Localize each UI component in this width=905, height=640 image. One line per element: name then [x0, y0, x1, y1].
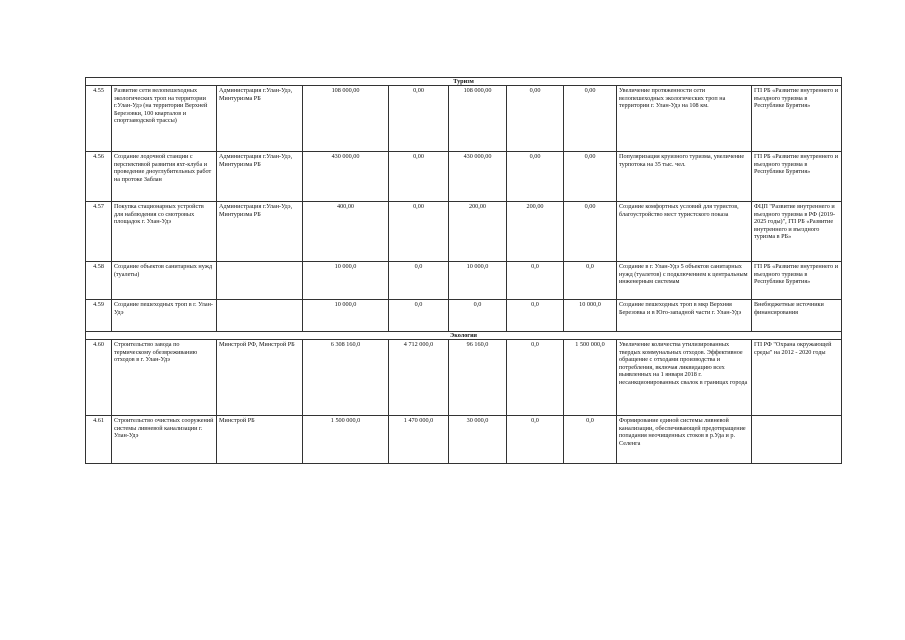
program: [752, 416, 842, 464]
event-name: Создание лодочной станции с перспективой развития яхт-клуба и проведение дноуглубительных работ на протоке Заблан: [112, 152, 217, 202]
total-amount: 108 000,00: [303, 86, 389, 152]
total-amount: 1 500 000,0: [303, 416, 389, 464]
amount-4: 0,00: [564, 152, 617, 202]
total-amount: 400,00: [303, 202, 389, 262]
section-header-tourism: [86, 78, 842, 86]
amount-3: 0,0: [507, 416, 564, 464]
amount-3: 0,0: [507, 340, 564, 416]
amount-3: 0,0: [507, 262, 564, 300]
executor: Администрация г.Улан-Удэ, Минтуризма РБ: [217, 202, 303, 262]
program: ГП РБ «Развитие внутреннего и въездного туризма в Республике Бурятия»: [752, 152, 842, 202]
amount-1: 0,00: [389, 202, 449, 262]
amount-1: 0,0: [389, 300, 449, 332]
total-amount: 10 000,0: [303, 262, 389, 300]
amount-2: 108 000,00: [449, 86, 507, 152]
program: ФЦП "Развитие внутреннего и въездного туризма в РФ (2019-2025 годы)", ГП РБ «Развитие внутреннего и въездного туризма в РБ»: [752, 202, 842, 262]
amount-3: 200,00: [507, 202, 564, 262]
table-row: [86, 86, 842, 152]
amount-4: 0,00: [564, 202, 617, 262]
amount-3: 0,00: [507, 86, 564, 152]
expected-result: Увеличение протяженности сети велопешеходных экологических троп на территории г. Улан-Удэ на 108 км.: [617, 86, 752, 152]
row-number: 4.58: [86, 262, 112, 300]
expected-result: Увеличение количества утилизированных твердых коммунальных отходов. Эффективное обращение с отходами производства и потребления, включая ликвидацию всех выявленных на 1 января 2018 г. несанкционированных свалок в границах города: [617, 340, 752, 416]
amount-2: 10 000,0: [449, 262, 507, 300]
program: ГП РФ "Охрана окружающей среды" на 2012 - 2020 годы: [752, 340, 842, 416]
amount-2: 0,0: [449, 300, 507, 332]
amount-4: 1 500 000,0: [564, 340, 617, 416]
executor: Минстрой РФ, Минстрой РБ: [217, 340, 303, 416]
table-row: [86, 416, 842, 464]
expected-result: Создание пешеходных троп в мкр Верхняя Березовка и в Юго-западной части г. Улан-Удэ: [617, 300, 752, 332]
program: ГП РБ «Развитие внутреннего и въездного туризма в Республике Бурятия»: [752, 262, 842, 300]
total-amount: 10 000,0: [303, 300, 389, 332]
event-name: Создание пешеходных троп в г. Улан-Удэ: [112, 300, 217, 332]
amount-3: 0,00: [507, 152, 564, 202]
executor: [217, 262, 303, 300]
row-number: 4.59: [86, 300, 112, 332]
row-number: 4.57: [86, 202, 112, 262]
document-table: [85, 77, 842, 464]
row-number: 4.55: [86, 86, 112, 152]
amount-3: 0,0: [507, 300, 564, 332]
program: ГП РБ «Развитие внутреннего и въездного туризма в Республике Бурятия»: [752, 86, 842, 152]
row-number: 4.56: [86, 152, 112, 202]
event-name: Строительство очистных сооружений системы ливневой канализации г. Улан-Удэ: [112, 416, 217, 464]
section-title: Экология: [86, 332, 842, 340]
amount-1: 4 712 000,0: [389, 340, 449, 416]
section-title: Туризм: [86, 78, 842, 86]
program: Внебюджетные источники финансирования: [752, 300, 842, 332]
expected-result: Создание комфортных условий для туристов, благоустройство мест туристского показа: [617, 202, 752, 262]
table-row: [86, 262, 842, 300]
row-number: 4.61: [86, 416, 112, 464]
table-row: [86, 300, 842, 332]
amount-1: 1 470 000,0: [389, 416, 449, 464]
executor: Администрация г.Улан-Удэ, Минтуризма РБ: [217, 152, 303, 202]
amount-2: 430 000,00: [449, 152, 507, 202]
row-number: 4.60: [86, 340, 112, 416]
expected-result: Формирование единой системы ливневой канализации, обеспечивающей предотвращение попадания неочищенных стоков в р.Уда и р. Селенга: [617, 416, 752, 464]
amount-1: 0,00: [389, 152, 449, 202]
table-row: [86, 152, 842, 202]
event-name: Развитие сети велопешеходных экологических троп на территории г.Улан-Удэ (на территории Верхней Березовки, 100 кварталов и спортзаводской трассы): [112, 86, 217, 152]
event-name: Покупка стационарных устройств для наблюдения со смотровых площадок г. Улан-Удэ: [112, 202, 217, 262]
amount-2: 96 160,0: [449, 340, 507, 416]
expected-result: Создание в г. Улан-Удэ 5 объектов санитарных нужд (туалетов) с подключением к центральным инженерным системам: [617, 262, 752, 300]
amount-4: 10 000,0: [564, 300, 617, 332]
amount-4: 0,0: [564, 262, 617, 300]
section-header-ecology: [86, 332, 842, 340]
event-name: Строительство завода по термическому обезвреживанию отходов в г. Улан-Удэ: [112, 340, 217, 416]
amount-4: 0,0: [564, 416, 617, 464]
expected-result: Популяризация круизного туризма, увеличение турпотока на 35 тыс. чел.: [617, 152, 752, 202]
amount-2: 200,00: [449, 202, 507, 262]
executor: [217, 300, 303, 332]
table-row: [86, 340, 842, 416]
total-amount: 6 308 160,0: [303, 340, 389, 416]
amount-2: 30 000,0: [449, 416, 507, 464]
table-row: [86, 202, 842, 262]
amount-1: 0,00: [389, 86, 449, 152]
event-name: Создание объектов санитарных нужд (туалеты): [112, 262, 217, 300]
executor: Администрация г.Улан-Удэ, Минтуризма РБ: [217, 86, 303, 152]
executor: Минстрой РБ: [217, 416, 303, 464]
total-amount: 430 000,00: [303, 152, 389, 202]
amount-4: 0,00: [564, 86, 617, 152]
amount-1: 0,0: [389, 262, 449, 300]
